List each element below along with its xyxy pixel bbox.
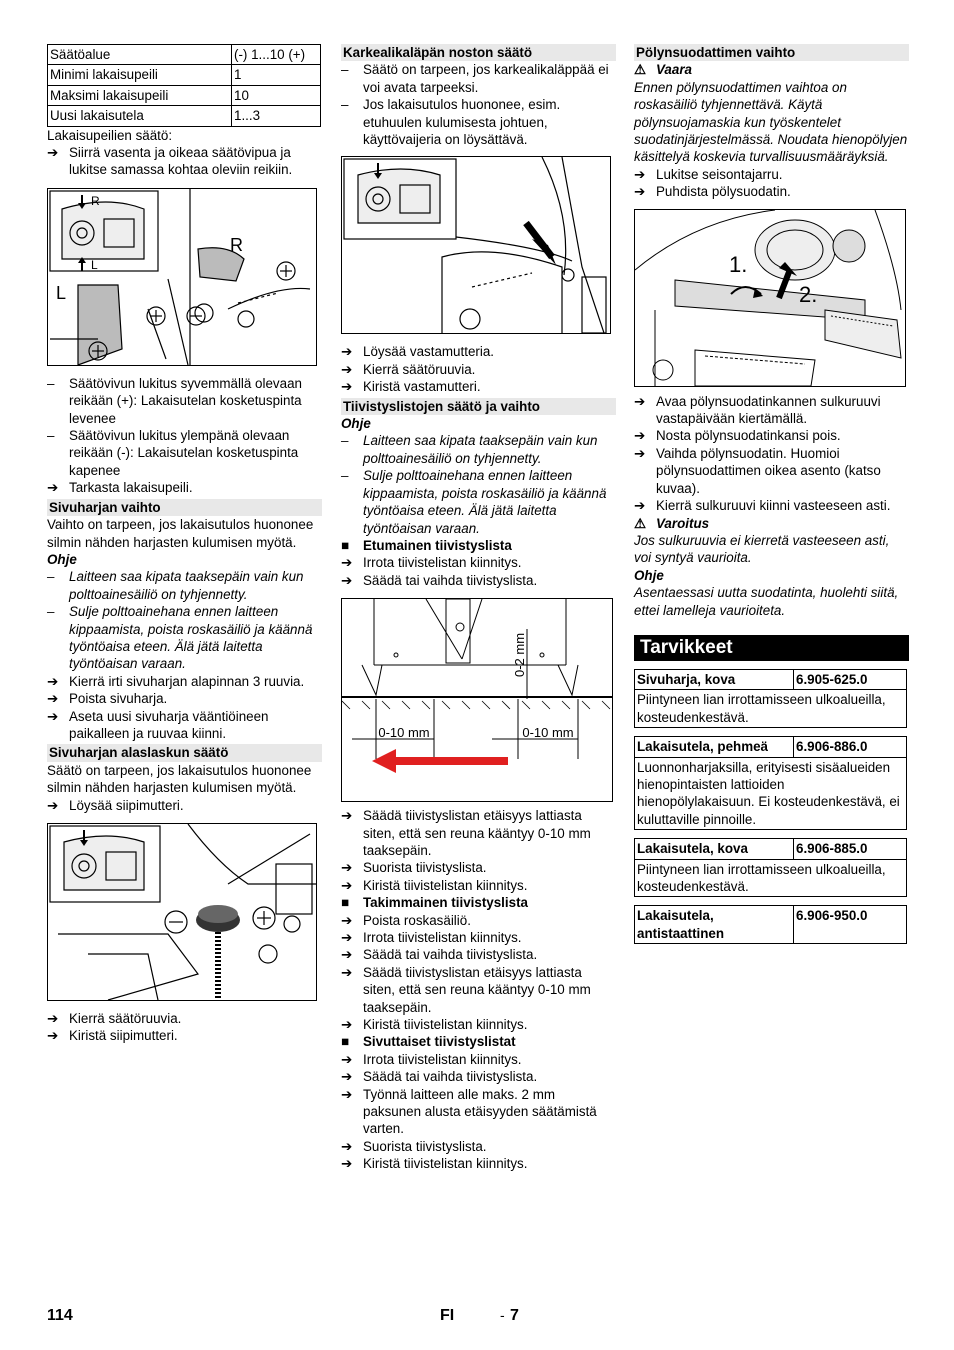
step: ➔ Irrota tiivistelistan kiinnitys. — [341, 555, 522, 571]
table-row: Lakaisutela, kova 6.906-885.0 — [635, 839, 907, 859]
dash-item: – Säätövivun lukitus ylempänä olevaan reikään (-): Lakaisutelan kosketuspinta kapenee — [47, 428, 299, 478]
label-r-small: R — [91, 193, 100, 208]
step: ➔ Säädä tai vaihda tiivistyslista. — [341, 947, 538, 963]
dim-vertical: 0-2 mm — [512, 633, 527, 678]
section-heading: Tiivistyslistojen säätö ja vaihto — [341, 398, 616, 415]
dash-item: – Laitteen saa kipata taaksepäin vain kun polttoainesäiliö on tyhjennetty. — [341, 433, 598, 466]
table-row: Lakaisutela, pehmeä 6.906-886.0 — [635, 737, 907, 757]
spec-table — [47, 44, 321, 127]
step: ➔ Säädä tai vaihda tiivistyslista. — [341, 572, 538, 588]
dash-item: – Säätövivun lukitus syvemmällä olevaan reikään (+): Lakaisutelan kosketuspinta levenee — [47, 375, 302, 426]
table-row: Minimi lakaisupeili 1 — [48, 65, 321, 85]
section-page-number: 7 — [510, 1307, 519, 1324]
bullet-heading: ■ Takimmainen tiivistyslista — [341, 895, 528, 911]
step: ➔ Aseta uusi sivuharja vääntiöineen paikalleen ja ruuvaa kiinni. — [47, 708, 269, 741]
figure-seal-strip — [341, 598, 613, 802]
dim-left: 0-10 mm — [378, 725, 430, 741]
step: ➔ Avaa pölynsuodatinkannen sulkuruuvi vastapäivään kiertämällä. — [634, 393, 881, 427]
step: ➔ Poista roskasäiliö. — [341, 912, 471, 928]
note-label: Ohje — [47, 551, 77, 567]
table-row: Säätöalue (-) 1...10 (+) — [48, 45, 321, 65]
section-heading: Sivuharjan alaslaskun säätö — [47, 744, 322, 761]
dash-item: – Säätö on tarpeen, jos karkealikaläppää ei voi avata tarpeeksi. — [341, 62, 609, 95]
step: ➔ Säädä tai vaihda tiivistyslista. — [341, 1069, 538, 1085]
step: ➔ Löysää vastamutteria. — [341, 344, 494, 360]
warning-icon: ⚠ — [634, 515, 647, 531]
step: ➔ Säädä tiivistyslistan etäisyys lattiasta siten, että sen reuna kääntyy 0-10 mm taaksepäin. — [341, 964, 591, 1015]
label-r-big: R — [230, 234, 243, 255]
step: ➔ Kierrä säätöruuvia. — [47, 1011, 182, 1026]
step: ➔ Poista sivuharja. — [47, 691, 168, 707]
column-1 — [47, 44, 322, 1045]
step: ➔ Kiristä tiivistelistan kiinnitys. — [341, 877, 528, 893]
section-heading: Pölynsuodattimen vaihto — [634, 44, 909, 61]
step: ➔ Tarkasta lakaisupeili. — [47, 480, 193, 496]
warning-icon: ⚠ — [634, 62, 647, 78]
step: ➔ Kiristä tiivistelistan kiinnitys. — [341, 1156, 528, 1172]
paragraph: Vaihto on tarpeen, jos lakaisutulos huononee silmin nähden harjasten kulumisen myötä. — [47, 517, 314, 550]
step: ➔ Säädä tiivistyslistan etäisyys lattiasta siten, että sen reuna kääntyy 0-10 mm taaksepäin. — [341, 808, 591, 858]
step: ➔ Lukitse seisontajarru. — [634, 166, 783, 182]
table-row: Piintyneen lian irrottamisseen ulkoalueilla, kosteudenkestävä. — [635, 859, 907, 897]
page-number: 114 — [47, 1307, 73, 1324]
dim-right: 0-10 mm — [522, 725, 574, 741]
table-row: Lakaisutela, antistaattinen 6.906-950.0 — [635, 906, 907, 944]
step: ➔ Irrota tiivistelistan kiinnitys. — [341, 929, 522, 945]
note-label: Ohje — [341, 416, 371, 432]
footer-separator: - — [500, 1307, 505, 1323]
dash-item: – Jos lakaisutulos huononee, esim. etuhuulen kulumisesta johtuen, käyttövaijeria on löysättävä. — [341, 97, 561, 148]
step: ➔ Vaihda pölynsuodatin. Huomioi pölynsuodattimen oikea asento (katso kuvaa). — [634, 445, 881, 496]
step: ➔ Suorista tiivistyslista. — [341, 1138, 487, 1154]
dash-item: – Laitteen saa kipata taaksepäin vain kun polttoainesäiliö on tyhjennetty. — [47, 569, 304, 602]
step: ➔ Suorista tiivistyslista. — [341, 860, 487, 876]
accessory-table — [634, 669, 907, 728]
bullet-heading: ■ Etumainen tiivistyslista — [341, 537, 512, 553]
figure-flap-adjust — [341, 156, 611, 334]
accessory-table — [634, 838, 907, 897]
step: ➔ Kiristä vastamutteri. — [341, 379, 481, 395]
paragraph: Lakaisupeilien säätö: — [47, 127, 173, 143]
figure-side-brush — [47, 823, 317, 1001]
label-l-small: L — [91, 257, 98, 272]
figure-dust-filter — [634, 209, 906, 387]
step: ➔ Nosta pölynsuodatinkansi pois. — [634, 428, 841, 444]
bullet-heading: ■ Sivuttaiset tiivistyslistat — [341, 1034, 516, 1050]
accessory-table — [634, 736, 907, 830]
step: ➔ Puhdista pölysuodatin. — [634, 184, 791, 200]
dash-item: – Sulje polttoainehana ennen laitteen kippaamista, poista roskasäiliö ja käännä työntöaisa eteen. Älä jätä laitetta työntöaisan varaan. — [47, 604, 313, 672]
step: ➔ Kierrä sulkuruuvi kiinni vasteeseen asti. — [634, 498, 891, 514]
step-2-label: 2. — [799, 281, 818, 307]
step: ➔ Kierrä säätöruuvia. — [341, 361, 476, 377]
step: ➔ Siirrä vasenta ja oikeaa säätövipua ja lukitse samassa kohtaa oleviin reikiin. — [47, 145, 293, 178]
step: ➔ Löysää siipimutteri. — [47, 797, 184, 813]
section-title-accessories: Tarvikkeet — [634, 635, 909, 661]
step: ➔ Kierrä irti sivuharjan alapinnan 3 ruuvia. — [47, 673, 305, 689]
table-row: Luonnonharjaksilla, erityisesti sisäalueiden hienopintaisten lattioiden hienopölylakaisuun. Ei kosteudenkestävä, ei kuluttaville pinnoille. — [635, 757, 907, 830]
dash-item: – Sulje polttoainehana ennen laitteen kippaamista, poista roskasäiliö ja käännä työntöaisa eteen. Älä jätä laitetta työntöaisan varaan. — [341, 468, 607, 536]
column-3 — [634, 44, 909, 944]
step: ➔ Kiristä tiivistelistan kiinnitys. — [341, 1017, 528, 1032]
warning-label: ⚠ Vaara — [634, 62, 692, 78]
step: ➔ Irrota tiivistelistan kiinnitys. — [341, 1051, 522, 1067]
note-label: Ohje — [634, 567, 664, 583]
accessory-table — [634, 905, 907, 944]
paragraph: Ennen pölynsuodattimen vaihtoa on roskasäiliö tyhjennettävä. Käytä pölynsuojamaskia kun työskentelet suodatinjärjestelmässä. Noudata hienopölyjen käsittelyä koskevia turvallisuusmääräyksiä. — [634, 79, 908, 165]
paragraph: Jos sulkuruuvia ei kierretä vasteeseen asti, voi syntyä vaurioita. — [634, 532, 890, 566]
step: ➔ Työnnä laitteen alle maks. 2 mm paksunen alusta etäisyyden säätämistä varten. — [341, 1086, 597, 1137]
table-row: Sivuharja, kova 6.905-625.0 — [635, 669, 907, 689]
section-heading: Sivuharjan vaihto — [47, 499, 322, 516]
language-code: FI — [440, 1307, 455, 1324]
table-row: Piintyneen lian irrottamisseen ulkoalueilla, kosteudenkestävä. — [635, 690, 907, 728]
warning-label: ⚠ Varoitus — [634, 515, 710, 531]
figure-sweep-levers — [47, 188, 317, 366]
step: ➔ Kiristä siipimutteri. — [47, 1028, 178, 1044]
label-l-big: L — [56, 282, 67, 303]
column-2 — [341, 44, 616, 1173]
step-1-label: 1. — [729, 251, 748, 277]
paragraph: Säätö on tarpeen, jos lakaisutulos huononee silmin nähden harjasten kulumisen myötä. — [47, 762, 312, 796]
table-row: Maksimi lakaisupeili 10 — [48, 85, 321, 105]
paragraph: Asentaessasi uutta suodatinta, huolehti siitä, ettei lamelleja vaurioiteta. — [634, 585, 899, 618]
section-heading: Karkealikaläpän noston säätö — [341, 44, 616, 61]
table-row: Uusi lakaisutela 1...3 — [48, 106, 321, 126]
